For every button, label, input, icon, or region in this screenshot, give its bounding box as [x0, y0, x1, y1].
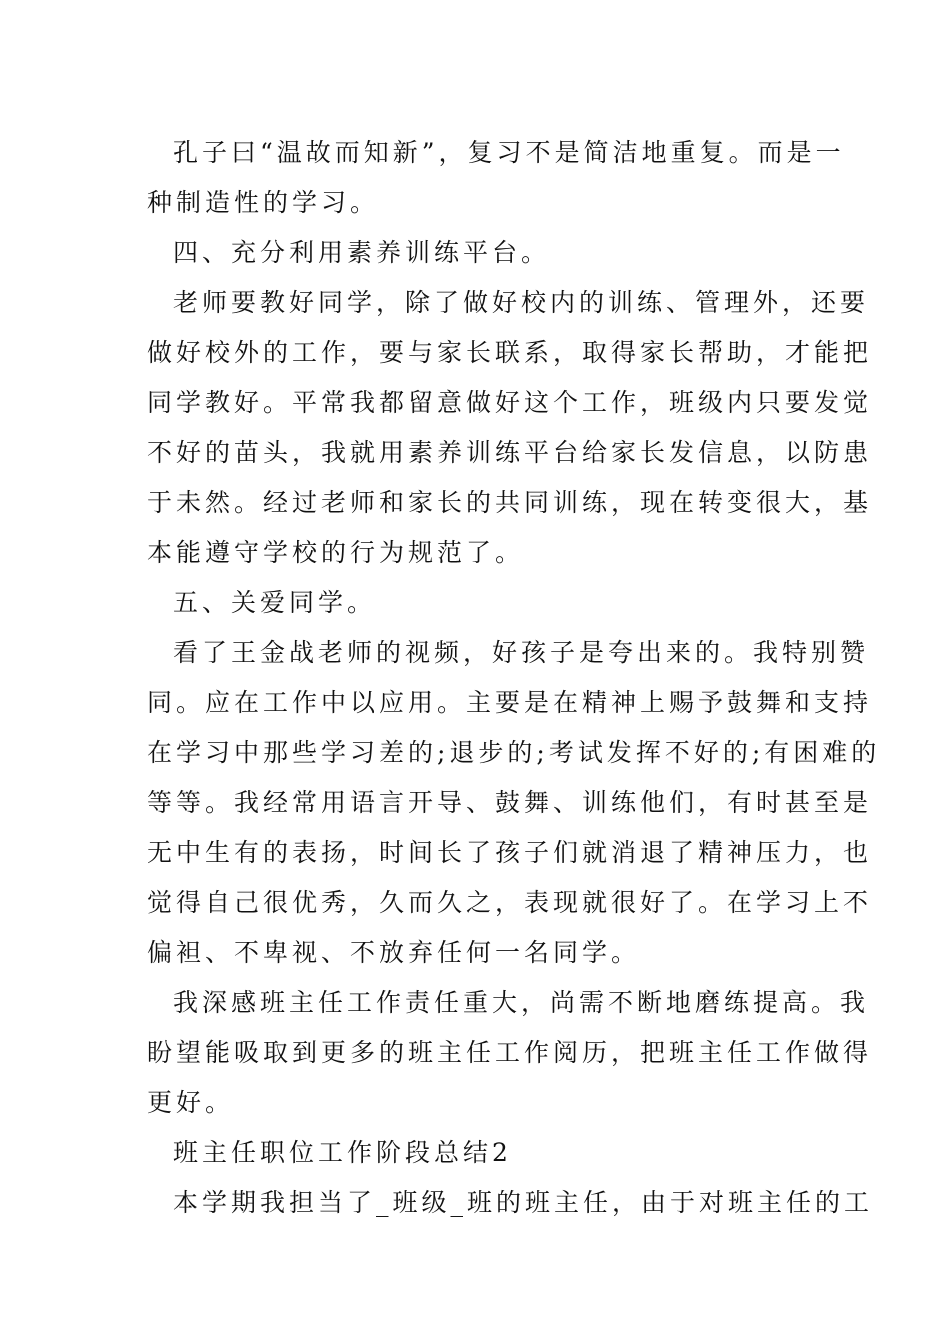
text-line: 觉得自己很优秀，久而久之，表现就很好了。在学习上不: [147, 888, 873, 917]
text-line: 班主任职位工作阶段总结2: [173, 1138, 512, 1167]
paragraph-conclusion: [147, 978, 873, 1128]
text-line: 无中生有的表扬，时间长了孩子们就消退了精神压力，也: [147, 838, 873, 867]
text-line: 本学期我担当了_班级_班的班主任，由于对班主任的工: [173, 1188, 874, 1217]
text-line: 孔子曰“温故而知新”，复习不是简洁地重复。而是一: [173, 138, 845, 167]
text-line: 老师要教好同学，除了做好校内的训练、管理外，还要: [173, 288, 870, 317]
text-line: 同学教好。平常我都留意做好这个工作，班级内只要发觉: [147, 388, 873, 417]
text-line: 偏袒、不卑视、不放弃任何一名同学。: [147, 938, 641, 967]
text-line: 于未然。经过老师和家长的共同训练，现在转变很大，基: [147, 488, 873, 517]
text-line: 本能遵守学校的行为规范了。: [147, 538, 525, 567]
text-line: 我深感班主任工作责任重大，尚需不断地磨练提高。我: [173, 988, 870, 1017]
text-line: 五、关爱同学。: [173, 588, 377, 617]
paragraph-semester-intro: [147, 1178, 874, 1228]
document-subtitle: [147, 1128, 807, 1178]
text-line: 四、充分利用素养训练平台。: [173, 238, 551, 267]
text-line: 种制造性的学习。: [147, 188, 380, 217]
section-heading-4: [147, 228, 807, 278]
paragraph-care-students: [147, 628, 881, 978]
text-line: 看了王金战老师的视频，好孩子是夸出来的。我特别赞: [173, 638, 870, 667]
text-line: 等等。我经常用语言开导、鼓舞、训练他们，有时甚至是: [147, 788, 873, 817]
section-heading-5: [147, 578, 807, 628]
paragraph-review-quote: [147, 128, 845, 228]
text-line: 在学习中那些学习差的;退步的;考试发挥不好的;有困难的: [147, 738, 881, 767]
paragraph-parent-contact: [147, 278, 873, 578]
text-line: 盼望能吸取到更多的班主任工作阅历，把班主任工作做得: [147, 1038, 873, 1067]
text-line: 不好的苗头，我就用素养训练平台给家长发信息，以防患: [147, 438, 873, 467]
text-line: 更好。: [147, 1088, 235, 1117]
text-line: 做好校外的工作，要与家长联系，取得家长帮助，才能把: [147, 338, 873, 367]
document-body: [147, 128, 881, 1228]
text-line: 同。应在工作中以应用。主要是在精神上赐予鼓舞和支持: [147, 688, 873, 717]
